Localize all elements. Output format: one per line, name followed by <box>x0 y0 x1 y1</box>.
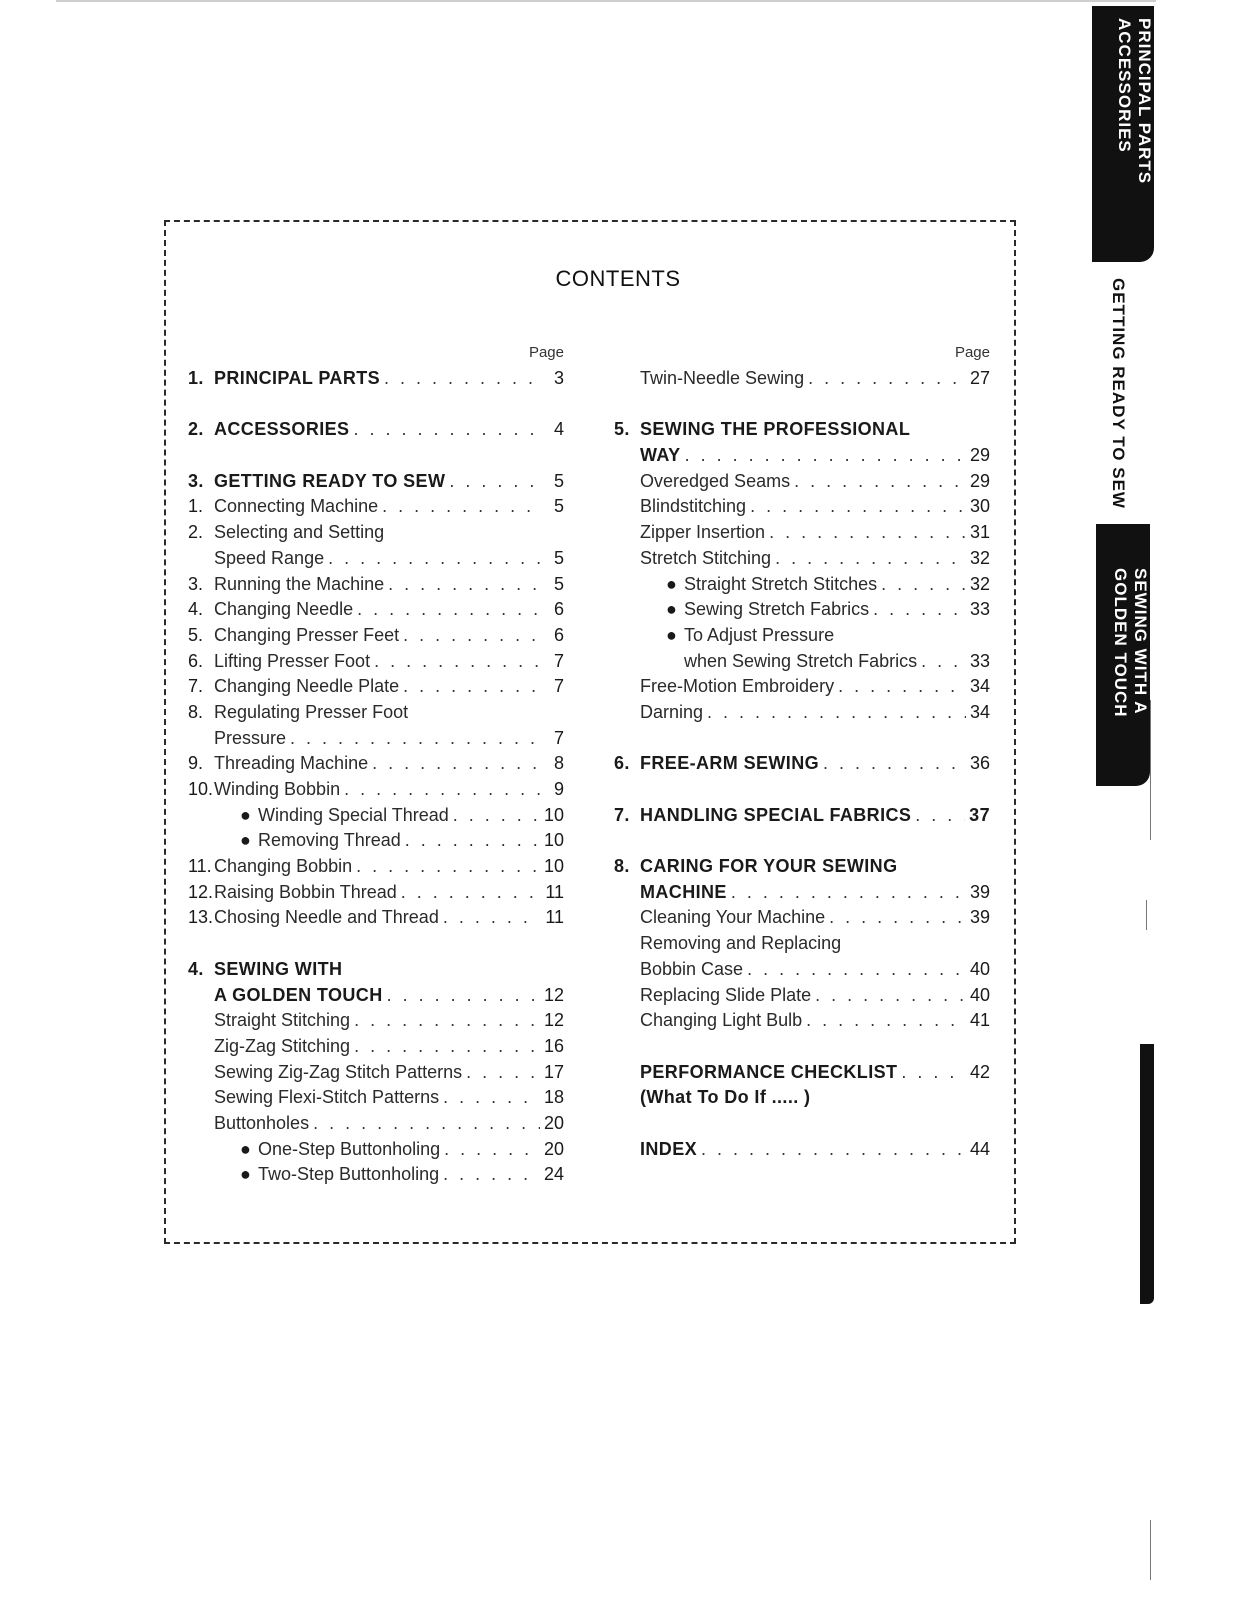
toc-entry[interactable] <box>614 1139 990 1165</box>
toc-entry-title: Chosing Needle and Thread <box>214 907 439 928</box>
toc-entry-page: 33 <box>969 650 990 671</box>
toc-entry[interactable] <box>188 676 564 702</box>
toc-entry-page: 34 <box>969 676 990 697</box>
toc-dot-leader <box>707 702 966 723</box>
toc-dot-leader <box>354 1036 540 1057</box>
page-edge-mark <box>1150 700 1151 840</box>
toc-entry-title: Threading Machine <box>214 753 369 774</box>
toc-dot-leader <box>356 856 540 877</box>
toc-list-left <box>188 368 564 1190</box>
toc-entry-title: Pressure <box>214 727 287 748</box>
toc-entry[interactable] <box>614 471 990 497</box>
toc-dot-leader <box>353 419 540 440</box>
toc-entry-page: 39 <box>969 881 990 902</box>
toc-entry-title: Changing Needle Plate <box>214 676 400 697</box>
toc-entry-page: 10 <box>543 830 564 851</box>
toc-entry[interactable] <box>188 830 564 856</box>
toc-dot-leader <box>403 676 540 697</box>
toc-entry[interactable] <box>188 856 564 882</box>
toc-dot-leader <box>838 676 966 697</box>
toc-entry[interactable] <box>188 702 564 728</box>
toc-entry-title: CARING FOR YOUR SEWING <box>640 856 898 877</box>
toc-entry-title: Raising Bobbin Thread <box>214 881 397 902</box>
toc-dot-leader <box>453 805 540 826</box>
toc-entry-title: Changing Light Bulb <box>640 1010 803 1031</box>
page-top-rule <box>56 0 1156 2</box>
toc-entry[interactable] <box>188 753 564 779</box>
toc-dot-leader <box>443 1164 540 1185</box>
toc-entry-number: 12. <box>188 881 214 902</box>
tab-getting-ready-to-sew[interactable]: GETTING READY TO SEW <box>1109 278 1128 509</box>
toc-entry-number: ● <box>240 1138 251 1159</box>
toc-entry[interactable] <box>188 574 564 600</box>
toc-entry-number: 1. <box>188 496 204 517</box>
toc-entry[interactable] <box>614 445 990 471</box>
toc-entry-title: Bobbin Case <box>640 958 744 979</box>
toc-entry[interactable] <box>614 599 990 625</box>
toc-entry-title: WAY <box>640 445 681 466</box>
toc-entry[interactable] <box>188 651 564 677</box>
toc-entry-page: 7 <box>553 727 564 748</box>
toc-entry[interactable] <box>614 522 990 548</box>
toc-dot-leader <box>823 753 966 774</box>
toc-entry-title: Selecting and Setting <box>214 522 385 543</box>
toc-entry-title: PRINCIPAL PARTS <box>214 368 381 388</box>
page-edge-mark <box>1146 900 1147 930</box>
toc-entry-page: 12 <box>543 1010 564 1031</box>
toc-dot-leader <box>449 471 540 492</box>
toc-dot-leader <box>794 471 966 492</box>
toc-entry[interactable] <box>614 1087 990 1113</box>
toc-entry-page: 32 <box>969 573 990 594</box>
toc-entry-title: Buttonholes <box>214 1112 310 1133</box>
tab-label: ACCESSORIES <box>1115 18 1134 153</box>
toc-entry[interactable] <box>188 419 564 445</box>
toc-entry-title: A GOLDEN TOUCH <box>214 984 383 1005</box>
toc-entry-number: 2. <box>188 522 204 543</box>
toc-entry-page: 42 <box>969 1061 990 1082</box>
toc-entry-title: Free-Motion Embroidery <box>640 676 835 697</box>
toc-dot-leader <box>313 1113 540 1134</box>
next-section-tab-edge <box>1140 1044 1154 1304</box>
toc-entry-number: 8. <box>614 856 630 877</box>
page-title: CONTENTS <box>555 266 681 291</box>
toc-list-right <box>614 368 990 1164</box>
toc-entry-title: Overedged Seams <box>640 470 791 491</box>
toc-dot-leader <box>290 728 540 749</box>
toc-entry-page: 12 <box>543 984 564 1005</box>
toc-entry-number: 4. <box>188 599 204 620</box>
toc-entry-number: 3. <box>188 470 204 491</box>
toc-dot-leader <box>815 985 966 1006</box>
toc-entry[interactable] <box>188 779 564 805</box>
toc-entry-page: 29 <box>969 470 990 491</box>
toc-entry-page: 6 <box>553 599 564 620</box>
toc-dot-leader <box>921 651 966 672</box>
toc-entry[interactable] <box>614 805 990 831</box>
toc-entry-page: 31 <box>969 522 990 543</box>
toc-dot-leader <box>806 1010 966 1031</box>
toc-dot-leader <box>372 753 540 774</box>
toc-entry-number: 6. <box>188 650 204 671</box>
toc-entry-number: ● <box>240 1164 251 1185</box>
toc-entry-page: 5 <box>553 573 564 594</box>
toc-dot-leader <box>775 548 966 569</box>
toc-entry-title: Connecting Machine <box>214 496 379 517</box>
toc-entry-page: 7 <box>553 676 564 697</box>
toc-dot-leader <box>387 985 540 1006</box>
tab-label: PRINCIPAL PARTS <box>1135 18 1154 185</box>
tab-sewing-with-golden-touch[interactable] <box>1096 524 1150 786</box>
toc-dot-leader <box>357 599 540 620</box>
tab-principal-parts-accessories[interactable] <box>1092 6 1154 262</box>
toc-entry[interactable] <box>188 907 564 933</box>
toc-entry[interactable] <box>614 1062 990 1088</box>
toc-entry-page: 6 <box>553 624 564 645</box>
toc-entry-number: 13. <box>188 907 214 928</box>
toc-entry-number: 6. <box>614 753 630 774</box>
toc-entry-title: To Adjust Pressure <box>684 624 835 645</box>
toc-entry[interactable] <box>614 753 990 779</box>
toc-entry[interactable] <box>614 882 990 908</box>
toc-dot-leader <box>873 599 966 620</box>
toc-entry[interactable] <box>188 805 564 831</box>
toc-entry-title: Regulating Presser Foot <box>214 701 409 722</box>
toc-entry-page: 29 <box>969 445 990 466</box>
toc-entry[interactable] <box>188 368 564 394</box>
toc-entry-page: 5 <box>553 470 564 491</box>
toc-entry-title: Replacing Slide Plate <box>640 984 812 1005</box>
toc-dot-leader <box>443 907 540 928</box>
toc-entry-title: Zipper Insertion <box>640 522 766 543</box>
toc-entry-page: 41 <box>969 1010 990 1031</box>
toc-entry-title: Straight Stretch Stitches <box>684 573 878 594</box>
toc-entry-page: 30 <box>969 496 990 517</box>
toc-entry[interactable] <box>188 548 564 574</box>
toc-entry[interactable] <box>188 1010 564 1036</box>
toc-entry-title: One-Step Buttonholing <box>258 1138 441 1159</box>
toc-entry-number: 2. <box>188 419 204 440</box>
toc-entry[interactable] <box>614 933 990 959</box>
toc-entry-title: Stretch Stitching <box>640 547 772 568</box>
toc-entry-page: 4 <box>553 419 564 440</box>
toc-entry-number: 5. <box>614 419 630 440</box>
toc-dot-leader <box>701 1139 966 1160</box>
toc-entry-title: Zig-Zag Stitching <box>214 1035 351 1056</box>
toc-entry[interactable] <box>614 959 990 985</box>
toc-dot-leader <box>382 496 540 517</box>
toc-entry-title: Changing Bobbin <box>214 856 353 877</box>
toc-dot-leader <box>901 1062 966 1083</box>
toc-entry-page: 34 <box>969 701 990 722</box>
toc-dot-leader <box>374 651 540 672</box>
toc-entry-title: Cleaning Your Machine <box>640 907 826 928</box>
toc-entry-page: 7 <box>553 650 564 671</box>
toc-entry-title: MACHINE <box>640 881 727 902</box>
toc-entry[interactable] <box>188 1113 564 1139</box>
toc-entry[interactable] <box>188 625 564 651</box>
toc-entry-page: 3 <box>553 368 564 388</box>
toc-entry-title: Sewing Zig-Zag Stitch Patterns <box>214 1061 463 1082</box>
toc-entry[interactable] <box>614 702 990 728</box>
toc-entry-title: Lifting Presser Foot <box>214 650 371 671</box>
toc-entry-title: GETTING READY TO SEW <box>214 470 446 491</box>
toc-entry-title: Blindstitching <box>640 496 747 517</box>
toc-entry-title: Changing Presser Feet <box>214 624 400 645</box>
toc-entry-title: Sewing Flexi-Stitch Patterns <box>214 1087 440 1108</box>
toc-entry-page: 17 <box>543 1061 564 1082</box>
toc-entry-page: 11 <box>545 907 564 928</box>
toc-entry[interactable] <box>188 496 564 522</box>
toc-entry-title: Sewing Stretch Fabrics <box>684 599 870 620</box>
toc-entry[interactable] <box>614 496 990 522</box>
toc-entry-number: 7. <box>188 676 204 697</box>
toc-dot-leader <box>750 496 966 517</box>
tab-label: GOLDEN TOUCH <box>1111 568 1130 718</box>
tab-label: SEWING WITH A <box>1131 568 1150 715</box>
toc-entry-title: (What To Do If ..... ) <box>640 1087 811 1108</box>
toc-entry[interactable] <box>614 368 990 394</box>
toc-dot-leader <box>444 1139 540 1160</box>
toc-dot-leader <box>685 445 966 466</box>
toc-entry[interactable] <box>188 1036 564 1062</box>
page-edge-mark <box>1150 1520 1151 1580</box>
toc-entry-title: HANDLING SPECIAL FABRICS <box>640 804 912 825</box>
toc-dot-leader <box>731 882 966 903</box>
toc-entry-page: 39 <box>969 907 990 928</box>
toc-entry-page: 36 <box>969 753 990 774</box>
toc-entry-page: 32 <box>969 547 990 568</box>
toc-entry-title: SEWING THE PROFESSIONAL <box>640 419 911 440</box>
toc-entry-title: Running the Machine <box>214 573 385 594</box>
toc-entry[interactable] <box>614 907 990 933</box>
toc-dot-leader <box>401 882 540 903</box>
toc-entry[interactable] <box>188 471 564 497</box>
toc-left-column <box>188 344 564 1190</box>
toc-entry[interactable] <box>614 676 990 702</box>
toc-entry-page: 40 <box>969 984 990 1005</box>
toc-dot-leader <box>466 1062 540 1083</box>
toc-entry-page: 27 <box>969 368 990 388</box>
toc-entry-page: 10 <box>543 804 564 825</box>
toc-entry-page: 5 <box>553 547 564 568</box>
toc-entry[interactable] <box>188 1062 564 1088</box>
page-column-label: Page <box>954 344 990 361</box>
toc-entry-title: when Sewing Stretch Fabrics <box>684 650 918 671</box>
toc-entry-number: 4. <box>188 958 204 979</box>
toc-entry-number: 11. <box>188 856 212 877</box>
toc-dot-leader <box>384 368 540 389</box>
toc-entry-page: 20 <box>543 1138 564 1159</box>
toc-entry-title: Darning <box>640 701 704 722</box>
toc-entry-number: 3. <box>188 573 204 594</box>
toc-entry-title: Speed Range <box>214 547 325 568</box>
toc-entry-number: ● <box>666 573 677 594</box>
toc-dot-leader <box>829 907 966 928</box>
toc-entry-title: Straight Stitching <box>214 1010 351 1031</box>
toc-entry[interactable] <box>614 985 990 1011</box>
toc-entry-number: 1. <box>188 368 204 388</box>
toc-entry-page: 16 <box>543 1035 564 1056</box>
toc-entry-title: Removing and Replacing <box>640 933 842 954</box>
toc-entry-number: 5. <box>188 624 204 645</box>
toc-entry[interactable] <box>188 599 564 625</box>
toc-dot-leader <box>443 1087 540 1108</box>
toc-entry-title: Winding Special Thread <box>258 804 449 825</box>
toc-dot-leader <box>808 368 966 389</box>
toc-entry[interactable] <box>614 856 990 882</box>
toc-entry[interactable] <box>614 625 990 651</box>
toc-entry-page: 33 <box>969 599 990 620</box>
toc-entry-page: 24 <box>543 1164 564 1185</box>
toc-entry-number: ● <box>240 830 251 851</box>
toc-right-column <box>614 344 990 1164</box>
toc-entry-number: 9. <box>188 753 204 774</box>
toc-entry[interactable] <box>188 1087 564 1113</box>
toc-entry-title: FREE-ARM SEWING <box>640 753 819 774</box>
toc-dot-leader <box>881 574 966 595</box>
toc-entry-title: ACCESSORIES <box>214 419 350 440</box>
toc-entry[interactable] <box>188 1164 564 1190</box>
toc-entry-title: Two-Step Buttonholing <box>258 1164 440 1185</box>
toc-entry-page: 10 <box>543 856 564 877</box>
toc-dot-leader <box>388 574 540 595</box>
toc-dot-leader <box>769 522 966 543</box>
toc-entry-number: 8. <box>188 701 204 722</box>
toc-entry-title: Changing Needle <box>214 599 354 620</box>
toc-entry-page: 18 <box>543 1087 564 1108</box>
toc-dot-leader <box>405 830 540 851</box>
toc-entry-page: 40 <box>969 958 990 979</box>
toc-entry-title: Winding Bobbin <box>214 779 341 799</box>
toc-entry[interactable] <box>614 651 990 677</box>
toc-entry[interactable] <box>188 1139 564 1165</box>
toc-entry-page: 5 <box>553 496 564 517</box>
toc-dot-leader <box>354 1010 540 1031</box>
toc-entry-title: Removing Thread <box>258 830 401 851</box>
toc-entry-page: 44 <box>969 1138 990 1159</box>
toc-entry[interactable] <box>614 1010 990 1036</box>
toc-entry-number: 10. <box>188 779 214 799</box>
toc-entry-page: 20 <box>543 1112 564 1133</box>
toc-entry-page: 8 <box>553 753 564 774</box>
toc-entry-page: 11 <box>545 881 564 902</box>
toc-entry[interactable] <box>614 548 990 574</box>
toc-entry-title: Twin-Needle Sewing <box>640 368 805 388</box>
toc-dot-leader <box>403 625 540 646</box>
toc-entry[interactable] <box>614 419 990 445</box>
toc-entry-page: 37 <box>969 804 990 825</box>
toc-entry-page: 9 <box>553 779 564 799</box>
toc-entry-title: PERFORMANCE CHECKLIST <box>640 1061 898 1082</box>
toc-entry-number: ● <box>240 804 251 825</box>
toc-entry[interactable] <box>188 522 564 548</box>
toc-entry-title: INDEX <box>640 1138 698 1159</box>
page-column-label: Page <box>528 344 564 361</box>
toc-entry-number: ● <box>666 624 677 645</box>
toc-entry-title: SEWING WITH <box>214 958 343 979</box>
toc-entry[interactable] <box>188 985 564 1011</box>
toc-entry-number: 7. <box>614 804 630 825</box>
toc-entry[interactable] <box>188 882 564 908</box>
toc-dot-leader <box>344 779 540 800</box>
toc-dot-leader <box>747 959 966 980</box>
toc-dot-leader <box>915 805 965 826</box>
toc-entry[interactable] <box>614 574 990 600</box>
toc-entry[interactable] <box>188 728 564 754</box>
toc-dot-leader <box>328 548 540 569</box>
toc-entry-number: ● <box>666 599 677 620</box>
toc-entry[interactable] <box>188 959 564 985</box>
